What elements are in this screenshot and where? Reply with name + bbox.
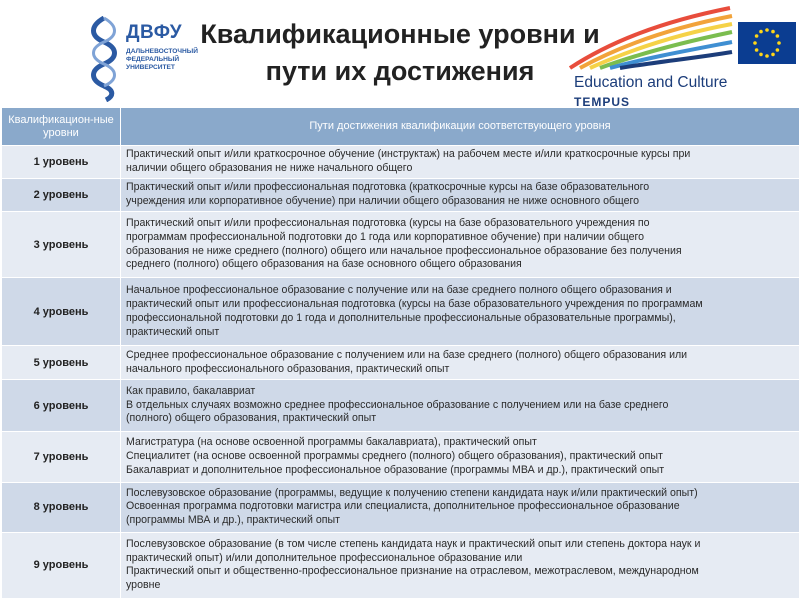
description-cell [121, 179, 800, 212]
description-line: Бакалавриат и дополнительное профессиональное образование (программы МВА и др.), практический опыт [126, 463, 665, 476]
dvfu-sub-line: ФЕДЕРАЛЬНЫЙ [126, 56, 180, 63]
description-line: программам профессиональной подготовки до 1 года или корпоративное обучение) при наличии общего [126, 230, 645, 243]
level-cell: 8 уровень [2, 482, 121, 532]
description-line: Освоенная программа подготовки магистра или специалиста, дополнительное профессиональное образование [126, 500, 680, 513]
description-cell [121, 212, 800, 278]
description-line: Послевузовское образование (в том числе степень кандидата наук и практический опыт или степень доктора наук и [126, 537, 701, 550]
table-row [2, 212, 800, 278]
table-row [2, 380, 800, 431]
description-cell [121, 532, 800, 598]
description-line: Практический опыт и/или профессиональная подготовка (курсы на базе образовательного учреждения по [126, 217, 650, 230]
description-line: Практический опыт и/или краткосрочное обучение (инструктаж) на рабочем месте и/или краткосрочные курсы при [126, 148, 691, 161]
level-cell: 6 уровень [2, 380, 121, 431]
description-cell [121, 431, 800, 482]
description-line: уровне [126, 579, 161, 592]
page-title [130, 16, 670, 90]
description-line: образования не ниже среднего (полного) общего или начальное профессиональное образование без получения [126, 244, 682, 257]
description-line: Послевузовское образование (программы, ведущие к получению степени кандидата наук и/или практический опыт) [126, 486, 698, 499]
dvfu-sub-line: УНИВЕРСИТЕТ [126, 64, 175, 71]
title-line: Квалификационные уровни и [200, 19, 600, 49]
level-cell: 4 уровень [2, 278, 121, 346]
table-row [2, 346, 800, 380]
table-row [2, 532, 800, 598]
description-line: среднего (полного) общего образования на базе основного общего образования [126, 258, 522, 271]
description-line: учреждения или корпоративное обучение) при наличии общего образования не ниже основного общего [126, 195, 640, 208]
level-cell: 3 уровень [2, 212, 121, 278]
description-line: начального профессионального образования, практический опыт [126, 362, 450, 375]
table-header-row [2, 108, 800, 146]
dvfu-name: ДВФУ [126, 22, 183, 43]
description-line: Практический опыт и/или профессиональная подготовка (краткосрочные курсы на базе образовательного [126, 181, 650, 194]
dvfu-sub-line: ДАЛЬНЕВОСТОЧНЫЙ [126, 48, 198, 55]
description-line: практический опыт) и/или дополнительное профессиональное образование или [126, 551, 523, 564]
tempus-text: TEMPUS [574, 95, 631, 106]
description-line: Начальное профессиональное образование с получение или на базе среднего полного общего образования и [126, 284, 672, 297]
description-line: (программы МВА и др.), практический опыт [126, 514, 340, 527]
description-line: наличии общего образования не ниже начального общего [126, 162, 413, 175]
description-line: практический опыт [126, 325, 220, 338]
description-cell [121, 278, 800, 346]
level-cell: 5 уровень [2, 346, 121, 380]
slide-header [0, 0, 800, 106]
description-line: Как правило, бакалавриат [126, 384, 256, 397]
level-cell: 9 уровень [2, 532, 121, 598]
title-line: пути их достижения [265, 56, 535, 86]
table-row [2, 482, 800, 532]
qualification-table [1, 107, 800, 599]
description-line: (полного) общего образования, практический опыт [126, 412, 377, 425]
description-line: Специалитет (на основе освоенной программы среднего (полного) общего образования), практический опыт [126, 449, 663, 462]
header-paths: Пути достижения квалификации соответствующего уровня [121, 108, 800, 146]
description-cell [121, 482, 800, 532]
description-line: профессиональной подготовки до 1 года и дополнительные профессиональные образовательные программы), [126, 311, 676, 324]
table-row [2, 146, 800, 179]
description-line: Магистратура (на основе освоенной программы бакалавриата), практический опыт [126, 435, 537, 448]
description-cell [121, 346, 800, 380]
table-row [2, 278, 800, 346]
table-row [2, 431, 800, 482]
description-line: практический опыт или профессиональная подготовка (курсы на базе образовательного учреждения по программам [126, 298, 703, 311]
description-cell [121, 380, 800, 431]
description-line: В отдельных случаях возможно среднее профессиональное образование с получением или на базе среднего [126, 398, 669, 411]
dvfu-logo-icon [84, 16, 124, 102]
description-line: Практический опыт и общественно-профессиональное признание на отраслевом, межотраслевом, международном [126, 565, 699, 578]
description-line: Среднее профессиональное образование с получением или на базе среднего (полного) общего образования или [126, 349, 688, 362]
level-cell: 2 уровень [2, 179, 121, 212]
education-culture-text: Education and Culture [574, 74, 728, 91]
eu-flag-icon [738, 22, 796, 64]
level-cell: 7 уровень [2, 431, 121, 482]
table-row [2, 179, 800, 212]
header-levels: Квалификацион-ные уровни [2, 108, 121, 146]
description-cell [121, 146, 800, 179]
level-cell: 1 уровень [2, 146, 121, 179]
